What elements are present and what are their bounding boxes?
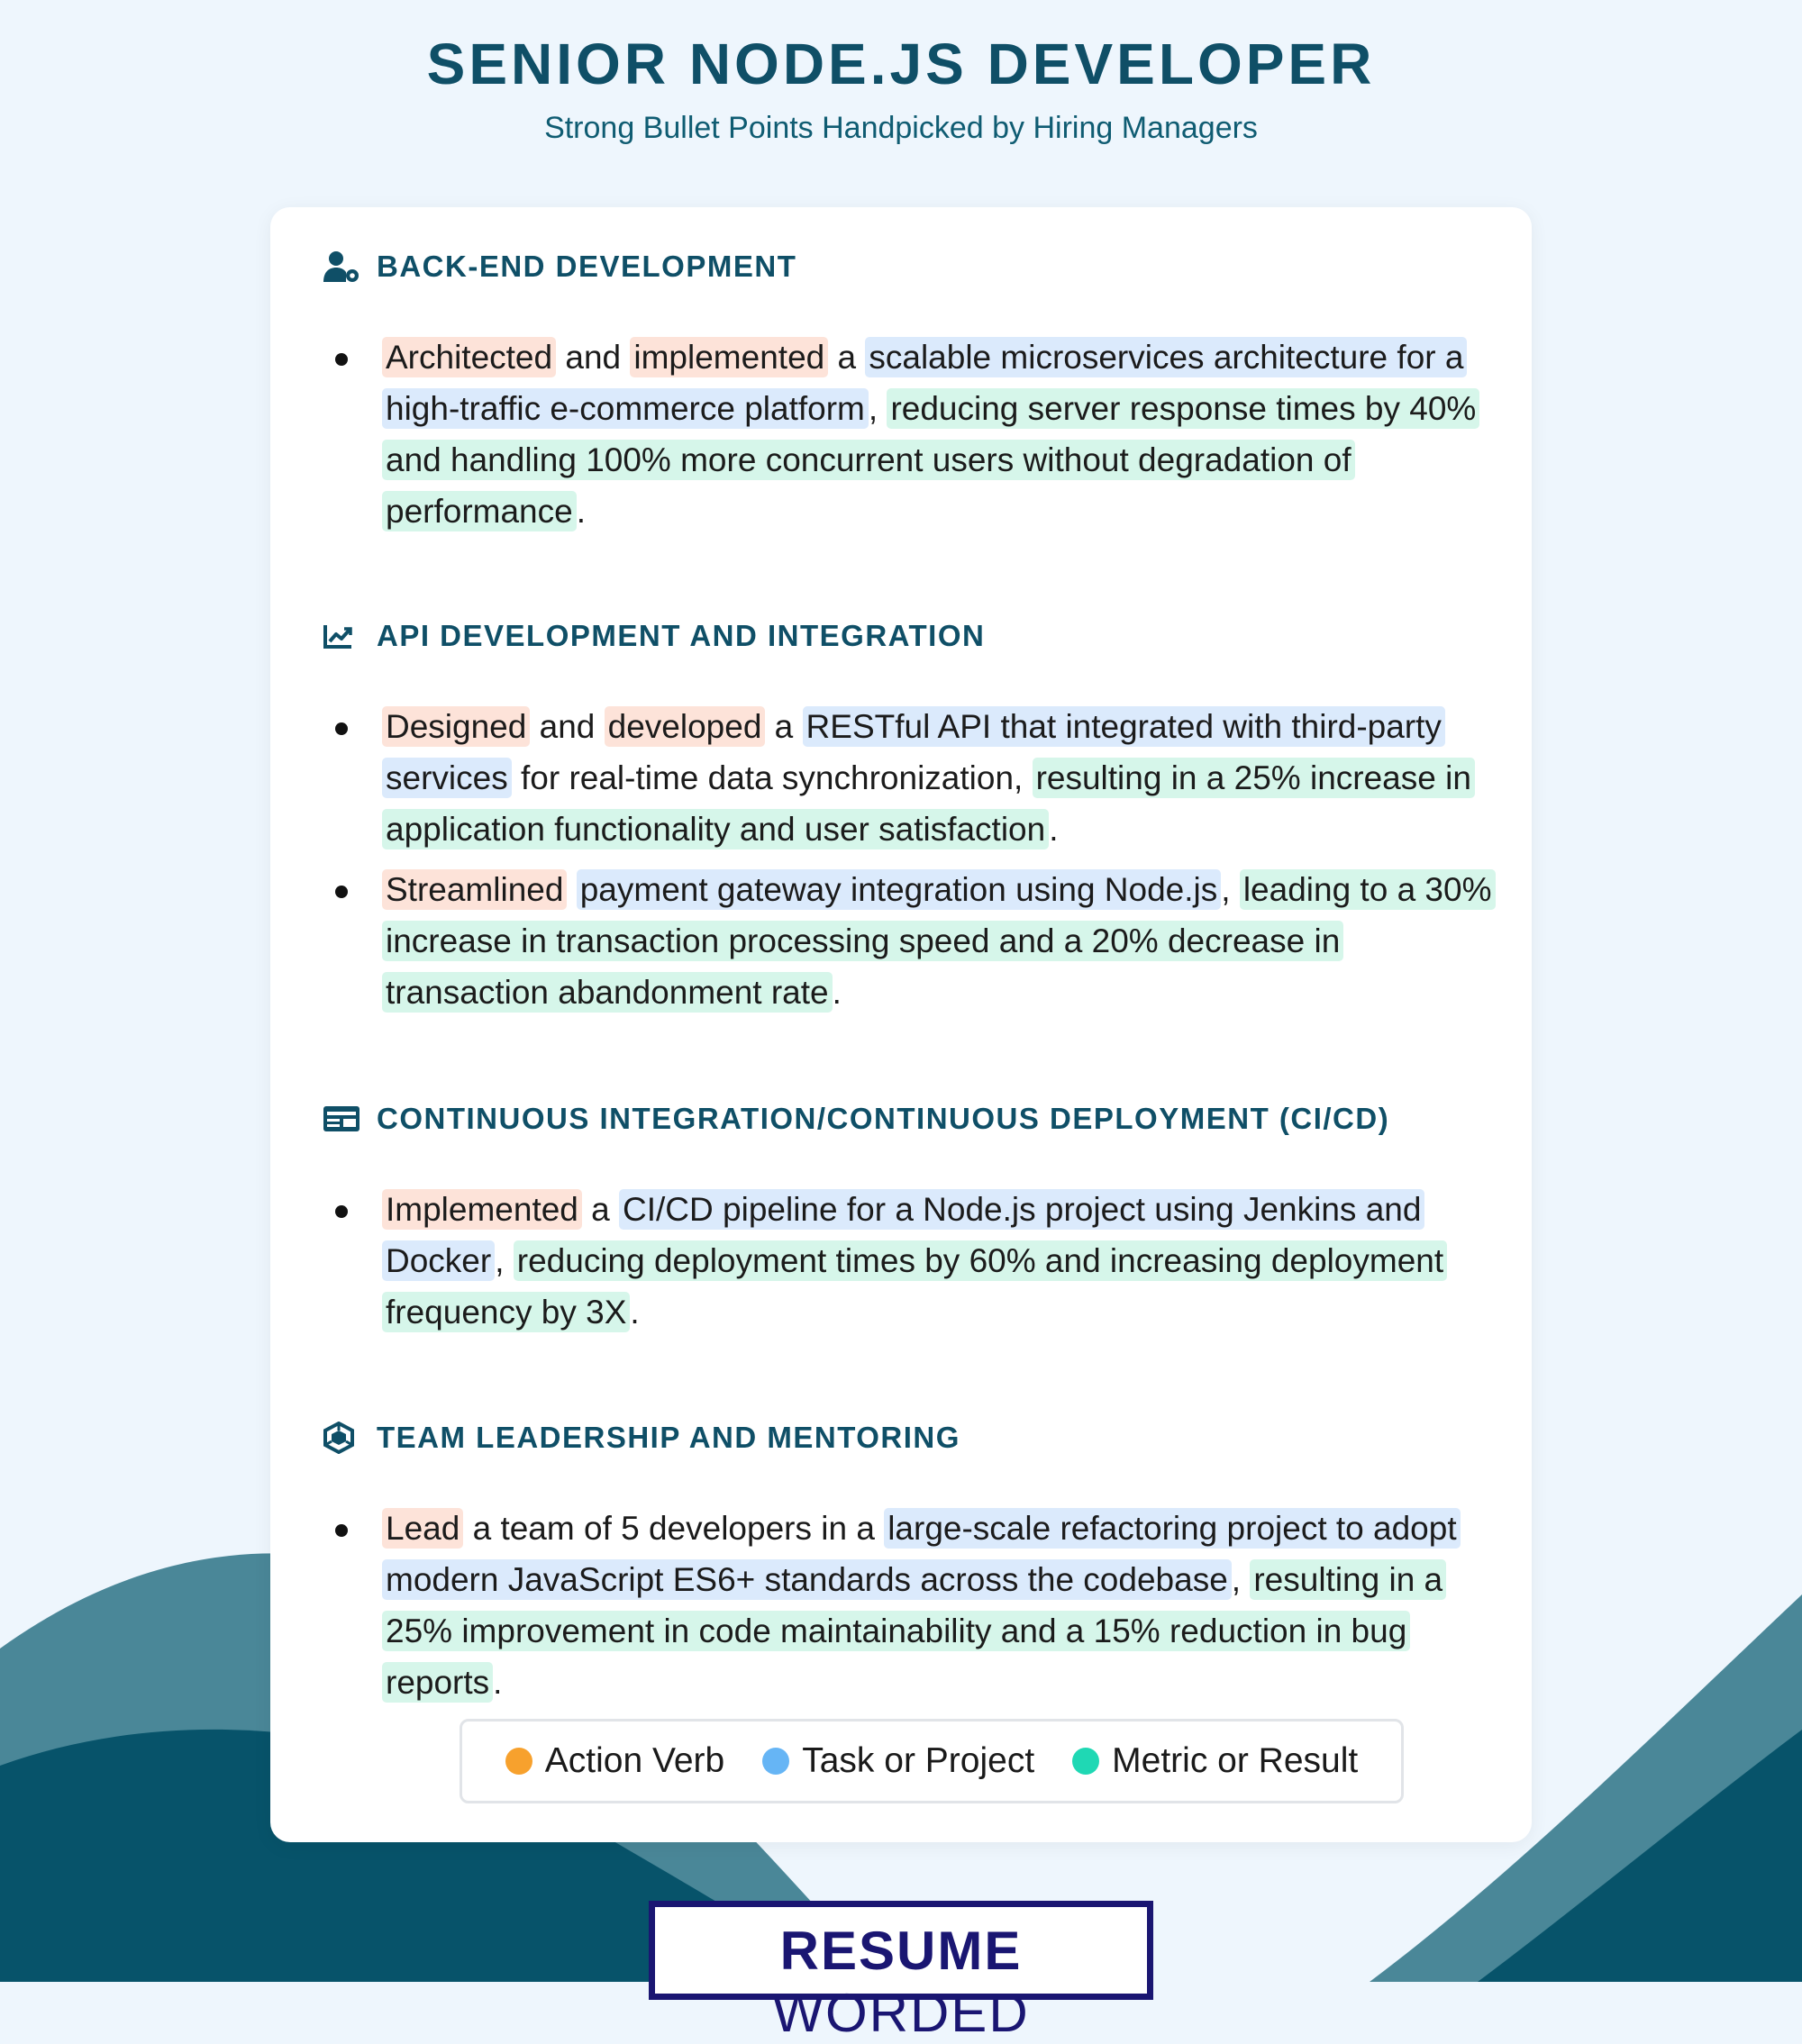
- legend-label: Task or Project: [802, 1741, 1035, 1780]
- section-header: [323, 247, 1494, 286]
- legend-dot: [1072, 1748, 1099, 1775]
- brand-part-2: WORDED: [772, 1983, 1030, 2043]
- bullet-list: [323, 701, 1494, 1018]
- action-verb: Architected: [382, 337, 556, 377]
- bullet-text: ,: [1231, 1561, 1251, 1598]
- bullet-text: a: [581, 1191, 620, 1228]
- bullet-text: ,: [1221, 871, 1240, 908]
- section-team-leadership: [323, 1418, 1494, 1717]
- action-verb: Lead: [382, 1508, 463, 1549]
- action-verb: Streamlined: [382, 869, 567, 910]
- bullet-text: .: [576, 493, 586, 530]
- task-or-project: CI/CD pipeline for a Node.js project using Jenkins and Docker: [382, 1189, 1424, 1281]
- bullet-text: ,: [495, 1242, 514, 1279]
- bullet-text: and: [530, 708, 605, 745]
- task-or-project: payment gateway integration using Node.js: [577, 869, 1222, 910]
- bullet-text: .: [832, 974, 842, 1011]
- section-title: API DEVELOPMENT AND INTEGRATION: [377, 619, 986, 652]
- section-ci-cd: [323, 1099, 1494, 1347]
- user-gear-icon: [323, 248, 360, 286]
- section-title: TEAM LEADERSHIP AND MENTORING: [377, 1421, 960, 1454]
- resume-worded-logo: [649, 1901, 1153, 2043]
- legend-metric-or-result: [1072, 1741, 1358, 1781]
- brand-part-1: RESUME: [779, 1921, 1023, 1981]
- bullet-list: [323, 1503, 1494, 1708]
- page-subtitle: Strong Bullet Points Handpicked by Hiring Managers: [544, 111, 1258, 145]
- highlight-legend: [460, 1719, 1404, 1803]
- metric-or-result: resulting in a 25% increase in application functionality and user satisfaction: [382, 758, 1475, 849]
- bullet-text: .: [1049, 811, 1059, 848]
- action-verb: Designed: [382, 706, 530, 747]
- bullet-point: [323, 332, 1494, 537]
- action-verb: Implemented: [382, 1189, 582, 1230]
- legend-dot: [505, 1748, 532, 1775]
- bullet-text: .: [630, 1294, 640, 1331]
- section-api-development: [323, 616, 1494, 1027]
- task-or-project: RESTful API that integrated with third-party services: [382, 706, 1445, 798]
- bullet-text: and: [556, 339, 631, 376]
- metric-or-result: reducing deployment times by 60% and increasing deployment frequency by 3X: [382, 1240, 1447, 1332]
- section-title: BACK-END DEVELOPMENT: [377, 250, 797, 283]
- task-or-project: large-scale refactoring project to adopt modern JavaScript ES6+ standards across the codebase: [382, 1508, 1461, 1600]
- bullet-point: [323, 701, 1494, 855]
- legend-task-or-project: [762, 1741, 1034, 1781]
- bullet-text: a: [828, 339, 866, 376]
- bullet-text: for real-time data synchronization,: [511, 759, 1033, 796]
- metric-or-result: reducing server response times by 40% and handling 100% more concurrent users without degradation of performance: [382, 388, 1479, 531]
- trending-chart-icon: [323, 617, 360, 655]
- page-header: [0, 0, 1802, 148]
- bullet-text: a: [765, 708, 803, 745]
- section-backend-development: [323, 247, 1494, 546]
- bullet-list: [323, 332, 1494, 537]
- legend-label: Metric or Result: [1112, 1741, 1359, 1780]
- bullet-point: [323, 1184, 1494, 1338]
- section-header: [323, 1099, 1494, 1139]
- task-or-project: scalable microservices architecture for a high-traffic e-commerce platform: [382, 337, 1467, 429]
- bullet-point: [323, 864, 1494, 1018]
- action-verb: developed: [605, 706, 766, 747]
- bullet-point: [323, 1503, 1494, 1708]
- legend-label: Action Verb: [544, 1741, 725, 1780]
- card-list-icon: [323, 1100, 360, 1138]
- legend-dot: [762, 1748, 789, 1775]
- metric-or-result: leading to a 30% increase in transaction processing speed and a 20% decrease in transaction abandonment rate: [382, 869, 1496, 1013]
- section-title: CONTINUOUS INTEGRATION/CONTINUOUS DEPLOYMENT (CI/CD): [377, 1102, 1390, 1135]
- metric-or-result: resulting in a 25% improvement in code maintainability and a 15% reduction in bug reports: [382, 1559, 1446, 1703]
- bullet-text: [567, 871, 576, 908]
- action-verb: implemented: [630, 337, 828, 377]
- bullet-list: [323, 1184, 1494, 1338]
- bullet-text: .: [493, 1664, 503, 1701]
- section-header: [323, 616, 1494, 656]
- page-title: SENIOR NODE.JS DEVELOPER: [426, 32, 1376, 96]
- bullet-text: ,: [868, 390, 887, 427]
- legend-action-verb: [505, 1741, 724, 1781]
- bullet-points-card: [270, 207, 1532, 1842]
- section-header: [323, 1418, 1494, 1458]
- bullet-text: a team of 5 developers in a: [463, 1510, 885, 1547]
- cube-network-icon: [323, 1419, 360, 1457]
